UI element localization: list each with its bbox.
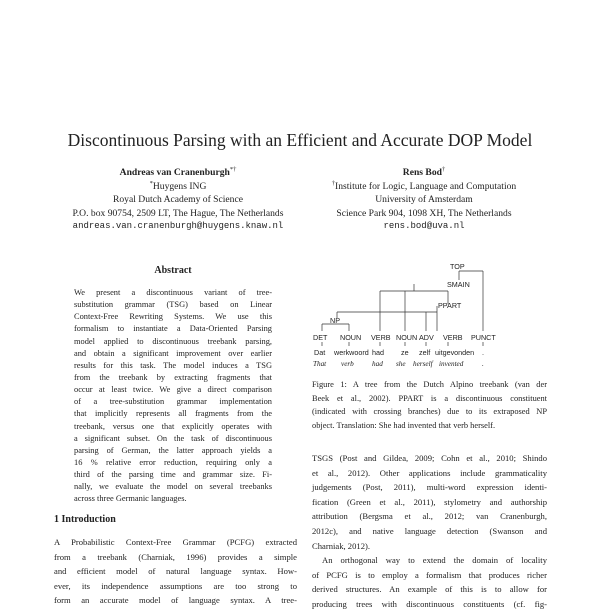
node-ppart: PPART [438, 301, 462, 310]
word-3: ze [401, 348, 409, 357]
gloss-2: had [372, 360, 383, 368]
tag-6: PUNCT [471, 333, 496, 342]
affiliation: Institute for Logic, Language and Computation [335, 180, 517, 192]
text-line: results for this task. The model induces a TSG [74, 360, 272, 370]
affiliation-mark: † [331, 179, 336, 187]
word-ticks [322, 342, 483, 346]
node-smain: SMAIN [447, 280, 470, 289]
figure-caption [312, 378, 547, 432]
text-line: object. Translation: She had invented that verb herself. [312, 420, 496, 430]
text-line: treebank, versus one that explicitly operates with [74, 421, 272, 431]
text-line: judgements (Post, 2011), multi-word expression identi- [312, 482, 547, 493]
gloss-5: invented [439, 360, 464, 368]
tag-0: DET [313, 333, 328, 342]
syntax-tree-figure [310, 258, 550, 378]
author-name: Andreas van Cranenburgh [119, 167, 230, 178]
gloss-4: herself [413, 360, 433, 368]
text-line: model applied to discontinuous treebank parsing, [74, 336, 272, 346]
text-line: TSGS (Post and Gildea, 2009; Cohn et al., 2010; Shindo [312, 453, 547, 463]
tag-4: ADV [419, 333, 434, 342]
text-line: a significant subset. On the task of discontinuous [74, 433, 272, 443]
node-top: TOP [450, 262, 465, 271]
word-6: . [482, 348, 484, 357]
text-line: et al., 2012). Other applications include grammaticality [312, 467, 547, 478]
text-line: Figure 1: A tree from the Dutch Alpino treebank (van der [312, 380, 547, 389]
section-heading-introduction: 1 Introduction [54, 514, 116, 525]
text-line: of a tree-substitution grammar implementation [74, 397, 272, 407]
text-line: that implicitly represents all fragments from the [74, 409, 272, 419]
word-0: Dat [314, 348, 326, 357]
text-line: and obtain a significant improvement over earlier [74, 348, 272, 358]
text-line: 2012c), and native language detection (Swanson and [312, 525, 547, 536]
text-line: formalism to instantiate a Data-Oriented Parsing [74, 324, 272, 334]
text-line: producing trees with discontinuous constituents (cf. fig- [312, 598, 547, 609]
text-line: 16 % relative error reduction, requiring only a [74, 457, 272, 467]
text-line: of PCFG is to employ a formalism that produces richer [312, 569, 547, 580]
text-line: (indicated with crossing branches) due to its extraposed NP [312, 407, 547, 417]
affiliation-2: Royal Dutch Academy of Science [112, 194, 243, 206]
text-line: form an accurate model of language syntax. A tree- [54, 595, 297, 606]
paper-title: Discontinuous Parsing with an Efficient and Accurate DOP Model [67, 130, 533, 150]
abstract-heading: Abstract [154, 265, 192, 276]
text-line: and efficient model of natural language syntax. How- [54, 566, 297, 577]
text-line: Context-Free Rewriting Systems. We use this [74, 312, 272, 322]
tag-5: VERB [443, 333, 463, 342]
email: rens.bod@uva.nl [383, 221, 465, 232]
text-line: ever, its independence assumptions are too strong to [54, 580, 297, 591]
affiliation-mark: * [149, 179, 153, 187]
text-line: Charniak, 2012). [312, 540, 370, 551]
text-line: attribution (Bergsma et al., 2012; van Cranenburgh, [312, 511, 547, 522]
word-1: werkwoord [334, 348, 369, 357]
author-name: Rens Bod [402, 167, 442, 178]
word-4: zelf [419, 348, 431, 357]
intro-text [54, 535, 297, 608]
text-line: We present a discontinuous variant of tree- [74, 288, 272, 297]
right-column-text [312, 451, 547, 612]
affiliation: Huygens ING [152, 180, 207, 192]
text-line: Beek et al., 2002). PPART is a discontinuous constituent [312, 393, 547, 403]
tag-2: VERB [371, 333, 391, 342]
gloss-0: That [313, 360, 327, 368]
tag-3: NOUN [396, 333, 418, 342]
text-line: from the treebank by extracting fragments that [74, 372, 272, 382]
author-block-1 [55, 166, 301, 234]
text-line: fication (Green et al., 2011), stylometry and authorship [312, 496, 547, 507]
abstract-body [74, 287, 272, 506]
text-line: nally, we evaluate the model on several treebanks [74, 482, 272, 492]
tag-1: NOUN [340, 333, 362, 342]
text-line: occur at least twice. We give a direct comparison [74, 385, 272, 395]
text-line: derived structures. An example of this is to allow for [312, 584, 547, 595]
text-line: third of the parsing time and grammar size. Fi- [74, 470, 272, 480]
text-line: parsing of German, the latter approach yields a [74, 445, 272, 455]
word-2: had [372, 348, 384, 357]
gloss-6: . [482, 360, 484, 368]
author-marks: *† [229, 166, 237, 173]
author-marks: † [441, 166, 446, 173]
node-np: NP [330, 316, 340, 325]
text-line: An orthogonal way to extend the domain of locality [322, 555, 547, 566]
gloss-1: verb [341, 360, 354, 368]
email: andreas.van.cranenburgh@huygens.knaw.nl [72, 221, 284, 232]
address: Science Park 904, 1098 XH, The Netherlands [336, 207, 512, 219]
text-line: substitution grammar (TSG) based on Linear [74, 300, 272, 310]
text-line: across three Germanic languages. [74, 494, 187, 504]
address: P.O. box 90754, 2509 LT, The Hague, The Netherlands [72, 207, 284, 219]
text-line: from a treebank (Charniak, 1996) provides a simple [54, 551, 297, 562]
affiliation-2: University of Amsterdam [375, 194, 473, 206]
word-5: uitgevonden [435, 348, 475, 357]
text-line: A Probabilistic Context-Free Grammar (PCFG) extracted [54, 537, 297, 547]
gloss-3: she [396, 360, 406, 368]
author-block-2 [310, 166, 538, 234]
